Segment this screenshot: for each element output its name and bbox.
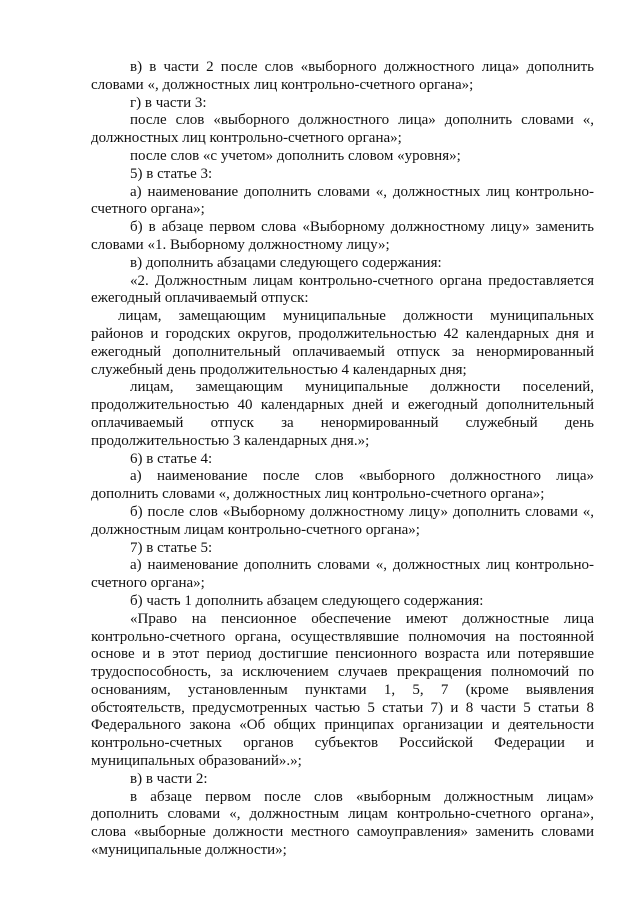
paragraph: а) наименование дополнить словами «, должностных лиц контрольно-счетного органа»; bbox=[91, 183, 594, 218]
paragraph: а) наименование дополнить словами «, должностных лиц контрольно-счетного органа»; bbox=[91, 557, 594, 592]
paragraph: лицам, замещающим муниципальные должности муниципальных районов и городских округов, продолжительностью 42 календарных дня и ежегодный дополнительный оплачиваемый отпуск за ненормированный служебный день продолжительностью 4 календарных дня; bbox=[91, 308, 594, 378]
paragraph: в абзаце первом после слов «выборным должностным лицам» дополнить словами «, должностным лицам контрольно-счетного органа», слова «выборные должности местного самоуправления» заменить словами «муниципальные должности»; bbox=[91, 788, 594, 859]
paragraph: в) в части 2: bbox=[130, 770, 208, 787]
document-page bbox=[91, 59, 594, 860]
paragraph: а) наименование после слов «выборного должностного лица» дополнить словами «, должностных лиц контрольно-счетного органа»; bbox=[91, 468, 594, 503]
paragraph: «2. Должностным лицам контрольно-счетного органа предоставляется ежегодный оплачиваемый отпуск: bbox=[91, 272, 594, 307]
paragraph: 7) в статье 5: bbox=[130, 539, 213, 556]
paragraph: в) дополнить абзацами следующего содержания: bbox=[130, 254, 442, 271]
paragraph: б) после слов «Выборному должностному лицу» дополнить словами «, должностным лицам контрольно-счетного органа»; bbox=[91, 503, 594, 538]
paragraph: б) в абзаце первом слова «Выборному должностному лицу» заменить словами «1. Выборному должностному лицу»; bbox=[91, 219, 594, 253]
paragraph: в) в части 2 после слов «выборного должностного лица» дополнить словами «, должностных лиц контрольно-счетного органа»; bbox=[91, 59, 594, 93]
paragraph: «Право на пенсионное обеспечение имеют должностные лица контрольно-счетного органа, осуществлявшие полномочия на постоянной основе и в этот период достигшие пенсионного возраста или потерявшие трудоспособность, за исключением случаев прекращения полномочий по основаниям, установленным пунктами 1, 5, 7 (кроме выявления обстоятельств, предусмотренных частью 5 статьи 7) и 8 части 5 статьи 8 Федерального закона «Об общих принципах организации и деятельности контрольно-счетных органов субъектов Российской Федерации и муниципальных образований».»; bbox=[91, 610, 594, 770]
paragraph: б) часть 1 дополнить абзацем следующего содержания: bbox=[130, 592, 484, 609]
paragraph: 6) в статье 4: bbox=[130, 450, 213, 467]
paragraph: после слов «с учетом» дополнить словом «уровня»; bbox=[130, 147, 461, 164]
paragraph: г) в части 3: bbox=[130, 94, 207, 111]
paragraph: после слов «выборного должностного лица» дополнить словами «, должностных лиц контрольно-счетного органа»; bbox=[91, 112, 594, 147]
paragraph: 5) в статье 3: bbox=[130, 165, 213, 182]
paragraph: лицам, замещающим муниципальные должности поселений, продолжительностью 40 календарных дней и ежегодный дополнительный оплачиваемый отпуск за ненормированный служебный день продолжительностью 3 календарных дня.»; bbox=[91, 379, 594, 449]
